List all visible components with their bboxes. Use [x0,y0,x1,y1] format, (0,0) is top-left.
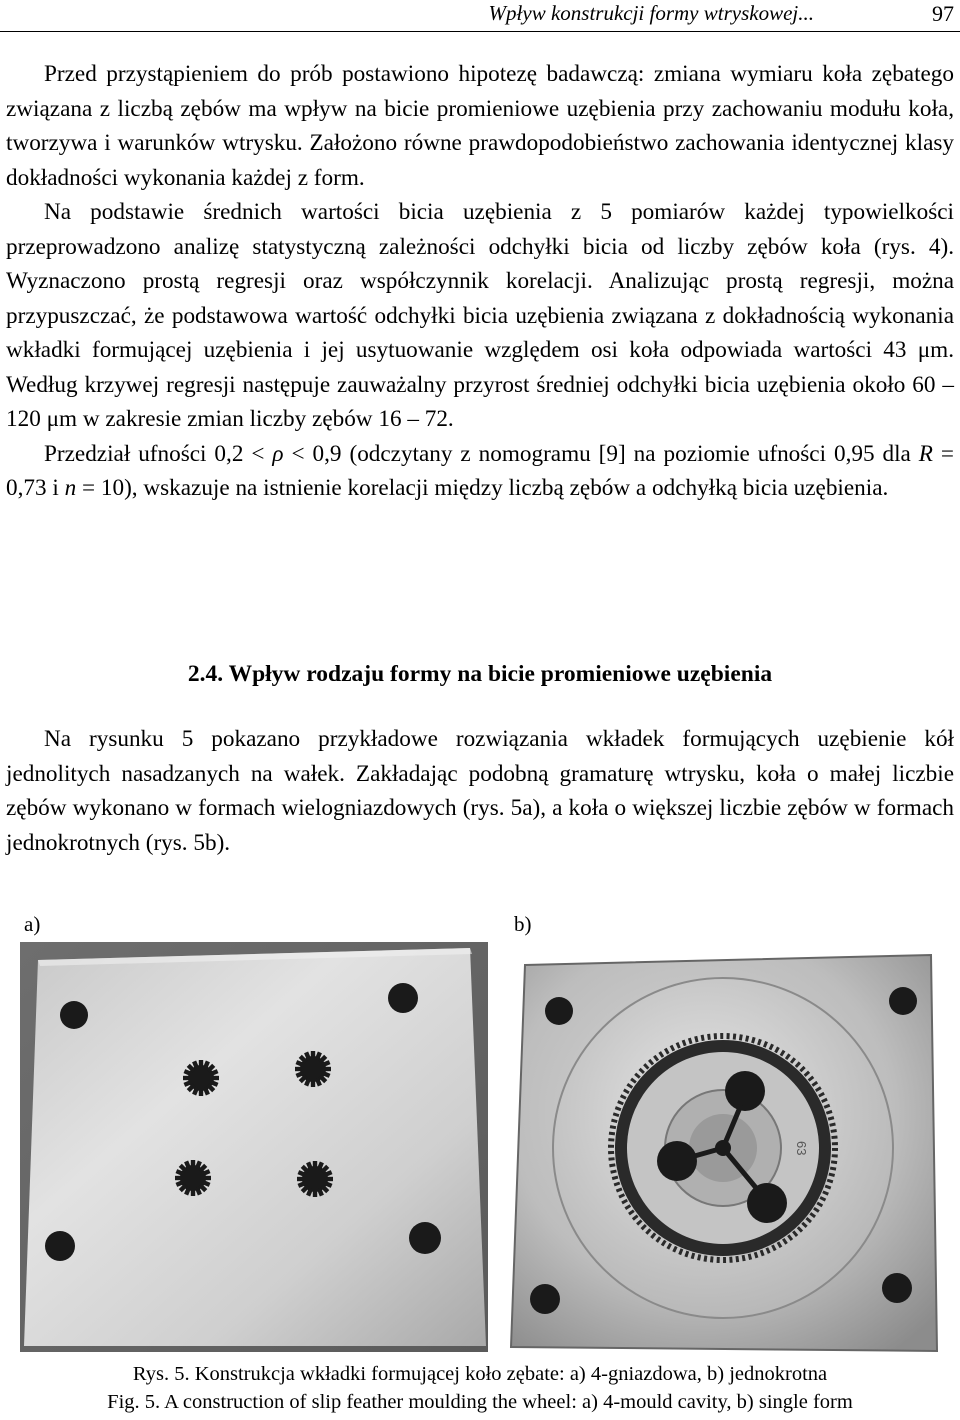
photo-single-cavity-insert [505,943,943,1356]
figure-label-a: a) [24,912,41,936]
photo-4-cavity-insert [20,942,488,1352]
sprue-hole-icon [657,1141,697,1181]
bolt-hole-icon [388,983,418,1013]
confidence-text-4: = 10), wskazuje na istnienie korelacji między liczbą zębów a odchyłką bicia uzębienia. [76,475,889,501]
bolt-hole-icon [409,1222,441,1254]
bolt-hole-icon [545,997,573,1025]
bolt-hole-icon [45,1231,75,1261]
bolt-hole-icon [882,1273,912,1303]
caption-english: Fig. 5. A construction of slip feather moulding the wheel: a) 4-mould cavity, b) single form [107,1391,853,1413]
sprue-hole-icon [747,1183,787,1223]
plate-marking: 63 [794,1141,809,1156]
gear-cavity-icon [297,1161,333,1197]
figure-label-b: b) [514,912,532,936]
section-heading: 2.4. Wpływ rodzaju formy na bicie promieniowe uzębienia [187,661,773,687]
caption-polish: Rys. 5. Konstrukcja wkładki formującej koło zębate: a) 4-gniazdowa, b) jednokrotna [132,1363,828,1385]
confidence-text-2: < 0,9 (odczytany z nomogramu [9] na poziomie ufności 0,95 dla [283,440,919,467]
r-symbol: R [918,440,933,467]
gear-cavity-icon [175,1160,211,1196]
running-title: Wpływ konstrukcji formy wtryskowej... [488,1,814,25]
body-text-top [6,57,954,506]
confidence-text-3: = 0,73 i [6,440,954,501]
rho-symbol: ρ [272,440,284,467]
page-number: 97 [932,1,954,26]
confidence-text-1: Przedział ufności 0,2 < [44,440,273,467]
gear-cavity-icon [295,1051,331,1087]
paragraph-confidence [6,437,954,506]
bolt-hole-icon [60,1001,88,1029]
paragraph-hypothesis: Przed przystąpieniem do prób postawiono hipotezę badawczą: zmiana wymiaru koła zębatego związana z liczbą zębów ma wpływ na bicie promieniowe uzębienia przy zachowaniu modułu koła, tworzywa i warunków wtrysku. Założono równe prawdopodobieństwo zachowania identycznej klasy dokładności wykonania każdej z form. [6,61,954,191]
bolt-hole-icon [530,1284,560,1314]
body-text-section [6,722,954,860]
paragraph-analysis: Na podstawie średnich wartości bicia uzębienia z 5 pomiarów każdej typowielkości przeprowadzono analizę statystyczną zależności odchyłki bicia od liczby zębów koła (rys. 4). Wyznaczono prostą regresji oraz współczynnik korelacji. Analizując prostą regresji, można przypuszczać, że podstawowa wartość odchyłki bicia uzębienia związana z dokładnością wykonania wkładki formującej uzębienia i jej usytuowanie względem osi koła odpowiada wartości 43 μm. Według krzywej regresji następuje zauważalny przyrost średniej odchyłki bicia uzębienia około 60 – 120 μm w zakresie zmian liczby zębów 16 – 72. [6,199,954,432]
n-symbol: n [64,475,77,501]
paragraph-figure-description: Na rysunku 5 pokazano przykładowe rozwiązania wkładek formujących uzębienie kół jednolitych nasadzanych na wałek. Zakładając podobną gramaturę wtrysku, koła o małej liczbie zębów wykonano w formach wielogniazdowych (rys. 5a), a koła o większej liczbie zębów w formach jednokrotnych (rys. 5b). [6,726,954,856]
bolt-hole-icon [889,987,917,1015]
gear-cavity-icon [183,1060,219,1096]
page-header [0,0,960,32]
sprue-hole-icon [725,1071,765,1111]
